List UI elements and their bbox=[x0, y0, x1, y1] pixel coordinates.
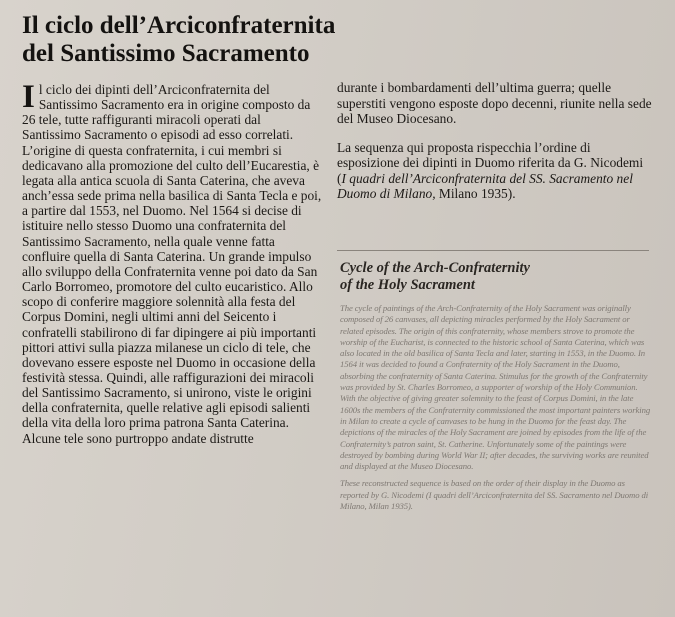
italian-text-column-right bbox=[337, 80, 655, 215]
title-line-1: Il ciclo dell’Arciconfraternita bbox=[22, 12, 336, 39]
english-title: Cycle of the Arch-Confraternity of the Holy Sacrament bbox=[340, 260, 530, 293]
italian-continuation: durante i bombardamenti dell’ultima guerra; quelle superstiti vengono esposte dopo decenni, riunite nella sede del Museo Diocesano. bbox=[337, 80, 652, 126]
english-text bbox=[340, 303, 652, 518]
page-title bbox=[22, 12, 335, 68]
drop-cap: I bbox=[22, 79, 35, 115]
title-line-2: del Santissimo Sacramento bbox=[22, 40, 310, 67]
section-divider bbox=[337, 250, 649, 251]
italian-text-column bbox=[22, 79, 322, 446]
english-paragraph-2: These reconstructed sequence is based on the order of their display in the Duomo as reported by G. Nicodemi (I quadri dell’Arciconfraternita del SS. Sacramento nel Duomo di Milano, Milan 1935). bbox=[340, 478, 649, 512]
english-paragraph-1: The cycle of paintings of the Arch-Confraternity of the Holy Sacrament was originally composed of 26 canvases, all depicting miracles performed by the Holy Sacrament or related episodes. The origin of this confraternity, whose members strove to promote the worship of the Eucharist, is connected to the historic school of Santa Caterina, which was also located in the old basilica of Santa Tecla and later, starting in 1553, in the Duomo. In 1564 it was decided to found a Confraternity of the Holy Sacrament in the Duomo, absorbing the confraternity of Santa Caterina. Stimulus for the growth of the Confraternity was provided by St. Charles Borromeo, a supporter of worship of the Holy Communion. With the objective of giving greater solemnity to the feast of Corpus Domini, in the late 1600s the members of the Confraternity commissioned the most important painters working in Milan to create a cycle of canvases to be hung in the Duomo for the feast day. The depictions of the miracles of the Holy Sacrament are joined by episodes from the life of the Confraternity’s patron saint, St. Catherine. Unfortunately some of the paintings were destroyed by bombing during World War II; after decades, the surviving works are reunited and displayed at the Museo Diocesano. bbox=[340, 303, 651, 472]
italian-paragraph-1: Il ciclo dei dipinti dell’Arciconfraternita del Santissimo Sacramento era in origine composto da 26 tele, tutte raffiguranti miracoli operati dal Santissimo Sacramento o episodi ad esso correlati. bbox=[22, 79, 311, 143]
italian-paragraph-2: L’origine di questa confraternita, i cui membri si dedicavano alla promozione del culto dell’Eucarestia, è legata alla antica scuola di Santa Caterina, che aveva anch’essa sede prima nella basilica di Santa Tecla e poi, a partire dal 1553, nel Duomo. Nel 1564 si decise di istituire nello stesso Duomo una confraternita del Santissimo Sacramento, nella quale venne fatta confluire quella di Santa Caterina. Un grande impulso allo sviluppo della Confraternita venne poi dato da San Carlo Borromeo, promotore del culto eucaristico. Allo scopo di conferire maggiore solennità alla festa del Corpus Domini, negli ultimi anni del Seicento i confratelli stabilirono di far dipingere ai più importanti pittori attivi sulla piazza milanese un ciclo di tele, che dovevano essere esposte nel Duomo in occasione della festività stessa. Quindi, alle raffigurazioni dei miracoli del Santissimo Sacramento, si unirono, viste le origini della confraternita, quelle relative agli episodi salienti della vita della loro prima patrona Santa Caterina. bbox=[22, 142, 322, 431]
italian-paragraph-3: Alcune tele sono purtroppo andate distrutte bbox=[22, 430, 254, 446]
italian-sequence-note: La sequenza qui proposta rispecchia l’ordine di esposizione dei dipinti in Duomo riferita da G. Nicodemi (I quadri dell’Arciconfraternita del SS. Sacramento nel Duomo di Milano, Milano 1935). bbox=[337, 139, 644, 201]
